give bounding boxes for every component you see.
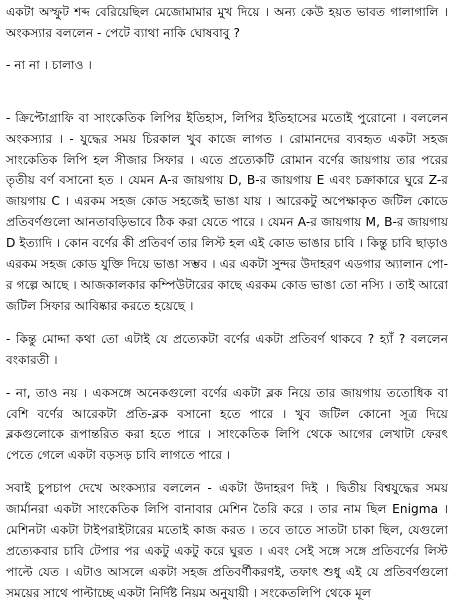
- paragraph-1: একটা অস্ফুট শব্দ বেরিয়েছিল মেজোমামার মুখ দিয়ে । অন্য কেউ হয়ত ভাবত গালাগালি । অংকস্যার বললেন - পেটে ব্যাথা নাকি ঘোষবাবু ?: [6, 5, 448, 40]
- paragraph-gap: [6, 466, 448, 478]
- paragraph-3: - ক্রিপ্টোগ্রাফি বা সাংকেতিক লিপির ইতিহাস, লিপির ইতিহাসের মতোই পুরোনো । বললেন অংকস্যার । - যুদ্ধের সময় চিরকাল খুব কাজে লাগত । রোমানদের ব্যবহৃত একটা সহজ সাংকেতিক লিপি হল সীজার সিফার । এতে প্রত্যেকটি রোমান বর্ণের জায়গায় তার পরের তৃতীয় বর্ণ বসানো হত । যেমন A-র জায়গায় D, B-র জায়গায় E এবং চক্রাকারে ঘুরে Z-র জায়গায় C । এরকম সহজ কোড সহজেই ভাঙা যায় । আরেকটু অপেক্ষাকৃত জটিল কোডে প্রতিবর্ণগুলো আনতাবড়িভাবে ঠিক করা যেতে পারে । যেমন A-র জায়গায় M, B-র জায়গায় D ইত্যাদি । কোন বর্ণের কী প্রতিবর্ণ তার লিস্ট হল এই কোড ভাঙার চাবি । কিন্তু চাবি ছাড়াও এরকম সহজ কোড যুক্তি দিয়ে ভাঙা সম্ভব । এর একটা সুন্দর উদাহরণ এডগার অ্যালান পো-র গল্পে আছে । আজকালকার কম্পিউটারের কাছে এরকম কোড ভাঙা তো নস্যি । তাই আরো জটিল সিফার আবিষ্কার করতে হয়েছে ।: [6, 110, 448, 313]
- paragraph-gap: [6, 317, 448, 329]
- paragraph-gap: [6, 76, 448, 108]
- paragraph-5: - না, তাও নয় । একসঙ্গে অনেকগুলো বর্ণের একটা ব্লক নিয়ে তার জায়গায় ততোধিক বা বেশি বর্ণের আরেকটা প্রতি-ব্লক বসানো হতে পারে । খুব জটিল কোনো সূত্র দিয়ে ব্লকগুলোকে রূপান্তরিত করা হতে পারে । সাংকেতিক লিপি থেকে আগের লেখাটা ফেরৎ পেতে গেলে একটা বড়সড় চাবি লাগতে পারে ।: [6, 385, 448, 463]
- paragraph-4: - কিন্তু মোদ্দা কথা তো এটাই যে প্রত্যেকটা বর্ণের একটা প্রতিবর্ণ থাকবে ? হ্যাঁ ? বললেন বংকারতী ।: [6, 331, 448, 367]
- paragraph-gap: [6, 371, 448, 383]
- paragraph-gap: [6, 44, 448, 55]
- paragraph-6: সবাই চুপচাপ দেখে অংকস্যার বললেন - একটা উদাহরণ দিই । দ্বিতীয় বিশ্বযুদ্ধের সময় জার্মানরা একটা সাংকেতিক লিপি বানাবার মেশিন তৈরি করে । তার নাম ছিল Enigma । মেশিনটা একটা টাইপরাইটারের মতোই কাজ করত । তবে তাতে সাতটা চাকা ছিল, যেগুলো প্রত্যেকবার চাবি টেপার পর একটু একটু করে ঘুরত । এবং সেই সঙ্গে সঙ্গে প্রতিবর্ণের লিস্ট পাল্টে যেত । এটাও আসলে একটা সহজ প্রতিবর্ণীকরণই, তফাৎ শুধু এই যে প্রতিবর্ণগুলো সময়ের সাথে পাল্টাচ্ছে একটা নির্দিষ্ট নিয়ম অনুযায়ী । সংকেতলিপি থেকে মূল: [6, 481, 448, 600]
- paragraph-2: - না না । চালাও ।: [6, 57, 92, 72]
